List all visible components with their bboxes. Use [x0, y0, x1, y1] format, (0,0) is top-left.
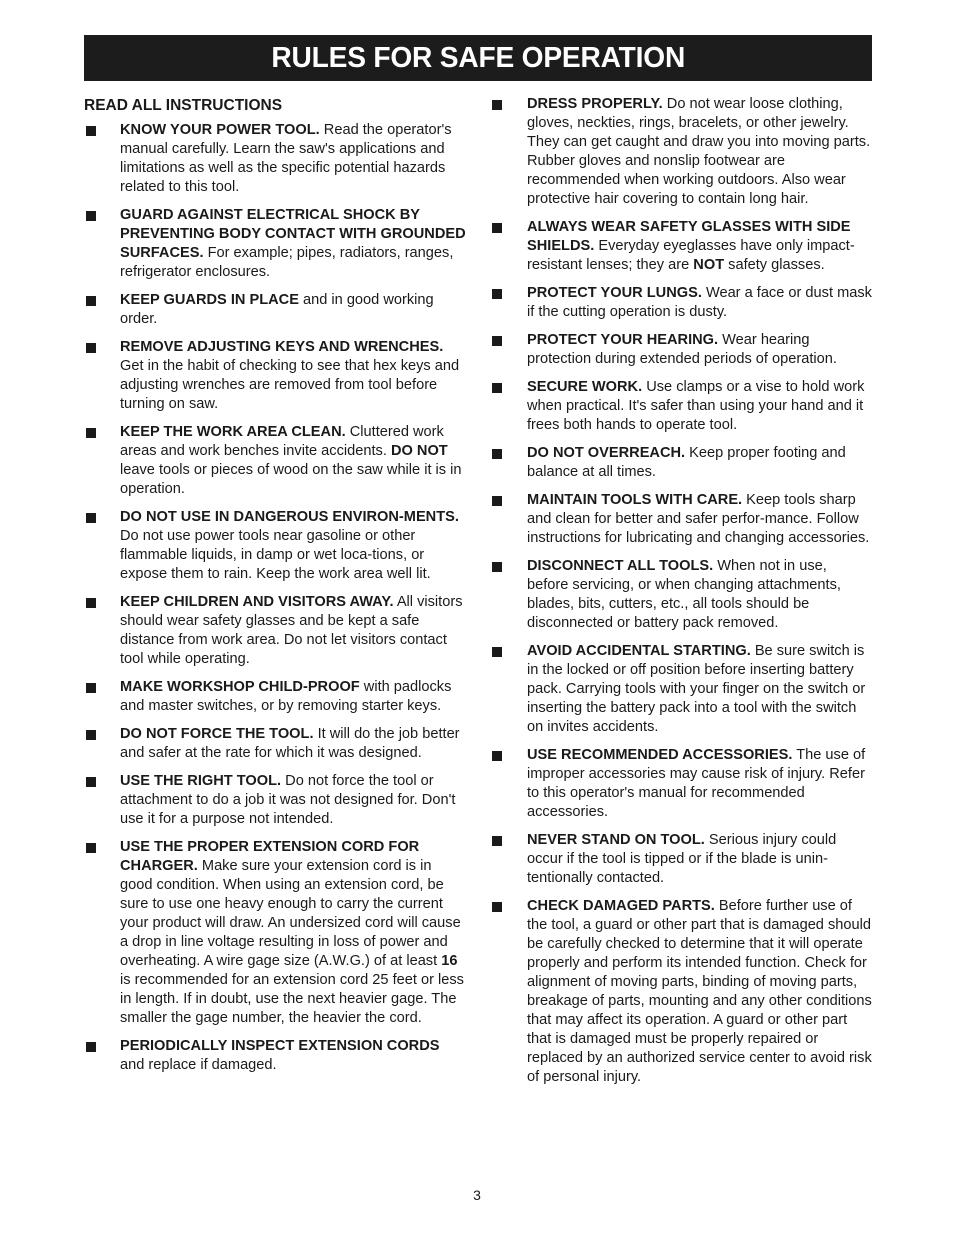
rule-heading: USE THE PROPER EXTENSION CORD FOR CHARGER. [120, 839, 420, 874]
rule-text: Serious injury could occur if the tool is tipped or if the blade is unin-tentionally contacted. [527, 832, 837, 886]
rule-text: Wear a face or dust mask if the cutting operation is dusty. [527, 285, 872, 320]
rule-heading: DO NOT FORCE THE TOOL. [120, 726, 314, 742]
rule-text: with padlocks and master switches, or by removing starter keys. [120, 679, 452, 714]
rule-heading: SECURE WORK. [527, 379, 643, 395]
square-bullet-icon [492, 289, 502, 299]
square-bullet-icon [492, 836, 502, 846]
rule-heading: CHECK DAMAGED PARTS. [527, 898, 715, 914]
rule-heading: MAINTAIN TOOLS WITH CARE. [527, 492, 743, 508]
rule-text: For example; pipes, radiators, ranges, refrigerator enclosures. [120, 245, 454, 280]
rule-item [490, 491, 872, 548]
rule-heading: ALWAYS WEAR SAFETY GLASSES WITH SIDE SHIELDS. [527, 219, 851, 254]
page-title: RULES FOR SAFE OPERATION [271, 41, 685, 74]
rule-heading: PERIODICALLY INSPECT EXTENSION CORDS [120, 1038, 440, 1054]
rule-heading: MAKE WORKSHOP CHILD-PROOF [120, 679, 360, 695]
rule-heading: DISCONNECT ALL TOOLS. [527, 558, 714, 574]
square-bullet-icon [492, 100, 502, 110]
rule-text: safety glasses. [728, 257, 825, 273]
rule-text: Keep tools sharp and clean for better and safer perfor-mance. Follow instructions for lubricating and changing accessories. [527, 492, 870, 546]
rule-heading: DRESS PROPERLY. [527, 96, 663, 112]
page-number: 3 [473, 1187, 481, 1203]
square-bullet-icon [86, 777, 96, 787]
square-bullet-icon [492, 496, 502, 506]
square-bullet-icon [86, 730, 96, 740]
square-bullet-icon [86, 1042, 96, 1052]
rule-item [490, 897, 872, 1087]
rule-text: Get in the habit of checking to see that hex keys and adjusting wrenches are removed from tool before turning on saw. [120, 358, 460, 412]
rule-text: Cluttered work areas and work benches invite accidents. [120, 424, 444, 459]
rule-item [84, 678, 466, 716]
square-bullet-icon [86, 843, 96, 853]
rule-text: Wear hearing protection during extended periods of operation. [527, 332, 837, 367]
rule-heading: GUARD AGAINST ELECTRICAL SHOCK BY PREVENTING BODY CONTACT WITH GROUNDED SURFACES. [120, 207, 466, 261]
rule-text: It will do the job better and safer at the rate for which it was designed. [120, 726, 460, 761]
rule-heading: KEEP THE WORK AREA CLEAN. [120, 424, 346, 440]
rule-heading: KNOW YOUR POWER TOOL. [120, 122, 320, 138]
square-bullet-icon [86, 126, 96, 136]
rule-text: Do not wear loose clothing, gloves, neckties, rings, bracelets, or other jewelry. They can get caught and draw you into moving parts. Rubber gloves and nonslip footwear are recommended when working outdoors. Also wear protective hair covering to contain long hair. [527, 96, 871, 207]
rule-text: The use of improper accessories may cause risk of injury. Refer to this operator's manual for recommended accessories. [527, 747, 866, 820]
rule-item [84, 291, 466, 329]
rule-text: Everyday eyeglasses have only impact-resistant lenses; they are [527, 238, 855, 273]
rule-item [84, 338, 466, 414]
rule-item [490, 218, 872, 275]
rule-item [490, 557, 872, 633]
rule-item [84, 725, 466, 763]
rule-heading: USE RECOMMENDED ACCESSORIES. [527, 747, 793, 763]
rule-text: Do not force the tool or attachment to do a job it was not designed for. Don't use it for a purpose not intended. [120, 773, 456, 827]
square-bullet-icon [492, 223, 502, 233]
rule-item [490, 746, 872, 822]
rule-heading: DO NOT OVERREACH. [527, 445, 686, 461]
rule-heading: PROTECT YOUR HEARING. [527, 332, 719, 348]
rule-heading: PROTECT YOUR LUNGS. [527, 285, 702, 301]
right-rules-list [490, 95, 872, 1087]
rule-text: is recommended for an extension cord 25 feet or less in length. If in doubt, use the next heavier gage. The smaller the gage number, the heavier the cord. [120, 972, 464, 1026]
square-bullet-icon [492, 902, 502, 912]
rule-heading: AVOID ACCIDENTAL STARTING. [527, 643, 751, 659]
square-bullet-icon [86, 296, 96, 306]
rule-item [84, 508, 466, 584]
rule-item [84, 423, 466, 499]
rule-heading: USE THE RIGHT TOOL. [120, 773, 282, 789]
rule-heading: KEEP GUARDS IN PLACE [120, 292, 299, 308]
square-bullet-icon [86, 683, 96, 693]
square-bullet-icon [492, 647, 502, 657]
section-heading: READ ALL INSTRUCTIONS [84, 97, 283, 114]
rule-item [490, 284, 872, 322]
rule-item [490, 831, 872, 888]
rule-item [490, 642, 872, 737]
rule-item [490, 331, 872, 369]
rule-text: Keep proper footing and balance at all times. [527, 445, 846, 480]
rule-text: and in good working order. [120, 292, 434, 327]
square-bullet-icon [86, 598, 96, 608]
rule-heading: DO NOT USE IN DANGEROUS ENVIRON-MENTS. [120, 509, 459, 525]
rule-text: Do not use power tools near gasoline or other flammable liquids, in damp or wet loca-tions, or expose them to rain. Keep the work area well lit. [120, 528, 431, 582]
square-bullet-icon [492, 751, 502, 761]
rule-text: When not in use, before servicing, or when changing attachments, blades, bits, cutters, etc., all tools should be disconnected or battery pack removed. [527, 558, 841, 631]
left-rules-list [84, 121, 466, 1075]
square-bullet-icon [492, 336, 502, 346]
rule-text: Before further use of the tool, a guard or other part that is damaged should be carefully checked to determine that it will operate properly and perform its intended function. Check for alignment of moving parts, binding of moving parts, breakage of parts, mounting and any other conditions that may affect its operation. A guard or other part that is damaged must be properly repaired or replaced by an authorized service center to avoid risk of personal injury. [527, 898, 872, 1085]
rule-item [490, 378, 872, 435]
rule-emphasis: 16 [441, 953, 458, 969]
square-bullet-icon [86, 343, 96, 353]
rule-text: leave tools or pieces of wood on the saw while it is in operation. [120, 462, 462, 497]
square-bullet-icon [86, 211, 96, 221]
square-bullet-icon [86, 428, 96, 438]
rule-text: Read the operator's manual carefully. Learn the saw's applications and limitations as well as the specific potential hazards related to this tool. [120, 122, 452, 195]
left-column [84, 96, 466, 1084]
square-bullet-icon [492, 449, 502, 459]
rule-text: and replace if damaged. [120, 1057, 277, 1073]
rule-heading: NEVER STAND ON TOOL. [527, 832, 705, 848]
rule-item [84, 1037, 466, 1075]
rule-item [490, 444, 872, 482]
rule-text: Make sure your extension cord is in good condition. When using an extension cord, be sure to use one heavy enough to carry the current your product will draw. An undersized cord will cause a drop in line voltage resulting in loss of power and overheating. A wire gage size (A.W.G.) of at least [120, 858, 461, 969]
square-bullet-icon [492, 562, 502, 572]
title-bar [84, 35, 872, 81]
square-bullet-icon [86, 513, 96, 523]
rule-heading: KEEP CHILDREN AND VISITORS AWAY. [120, 594, 394, 610]
rule-item [84, 593, 466, 669]
rule-item [84, 772, 466, 829]
square-bullet-icon [492, 383, 502, 393]
rule-heading: REMOVE ADJUSTING KEYS AND WRENCHES. [120, 339, 444, 355]
rule-emphasis: NOT [693, 257, 725, 273]
rule-item [490, 95, 872, 209]
rule-item [84, 838, 466, 1028]
rule-item [84, 121, 466, 197]
rule-text: All visitors should wear safety glasses and be kept a safe distance from work area. Do not let visitors contact tool while operating. [120, 594, 463, 667]
rule-text: Use clamps or a vise to hold work when practical. It's safer than using your hand and it frees both hands to operate tool. [527, 379, 865, 433]
rule-text: Be sure switch is in the locked or off position before inserting battery pack. Carrying tools with your finger on the switch or inserting the battery pack into a tool with the switch on invites accidents. [527, 643, 866, 735]
rule-emphasis: DO NOT [390, 443, 448, 459]
rule-item [84, 206, 466, 282]
right-column [490, 95, 872, 1096]
